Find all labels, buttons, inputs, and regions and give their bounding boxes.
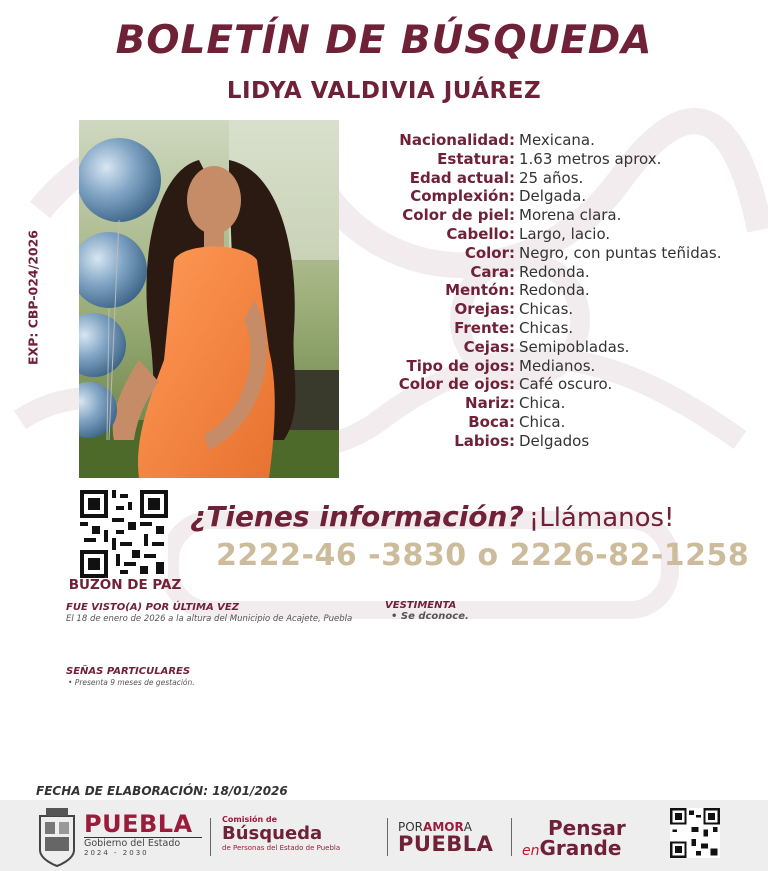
- feature-label: Mentón:: [445, 281, 515, 300]
- call-us-text: ¡Llámanos!: [528, 503, 675, 533]
- marks-heading: SEÑAS PARTICULARES: [66, 666, 191, 677]
- feature-value: Negro, con puntas teñidas.: [519, 243, 722, 262]
- feature-value: 1.63 metros aprox.: [519, 149, 662, 168]
- feature-row: [360, 432, 760, 451]
- feature-label: Nariz:: [465, 394, 515, 413]
- feature-label: Tipo de ojos:: [406, 356, 515, 375]
- feature-row: [360, 169, 760, 188]
- creation-date: FECHA DE ELABORACIÓN: 18/01/2026: [36, 784, 288, 798]
- feature-label: Cejas:: [463, 337, 515, 356]
- last-seen-text: El 18 de enero de 2026 a la altura del Municipio de Acajete, Puebla: [66, 614, 353, 624]
- feature-label: Color de ojos:: [398, 375, 515, 394]
- feature-row: [360, 187, 760, 206]
- feature-value: 25 años.: [519, 168, 584, 187]
- feature-value: Chicas.: [519, 300, 574, 319]
- feature-row: [360, 244, 760, 263]
- file-number: EXP: CBP-024/2026: [25, 230, 41, 365]
- feature-row: [360, 150, 760, 169]
- feature-label: Cara:: [470, 262, 515, 281]
- pensar-text: Pensar: [548, 816, 626, 840]
- puebla-wordmark: PUEBLA: [84, 810, 193, 838]
- feature-row: [360, 357, 760, 376]
- feature-label: Edad actual:: [409, 168, 515, 187]
- gobierno-text: Gobierno del Estado: [84, 837, 202, 849]
- feature-row: [360, 319, 760, 338]
- clothing-item: • Se dconoce.: [391, 611, 469, 622]
- footer-divider: [210, 818, 211, 856]
- pensar-en-grande-logo: [522, 818, 652, 861]
- por-text: POR: [398, 820, 424, 834]
- feature-row: [360, 131, 760, 150]
- feature-label: Labios:: [454, 431, 515, 450]
- qr-code-icon[interactable]: [670, 808, 720, 858]
- physical-features: [360, 131, 760, 451]
- footer-divider: [511, 818, 512, 856]
- state-seal-icon: [36, 806, 78, 868]
- feature-label: Boca:: [468, 412, 515, 431]
- comision-sub: de Personas del Estado de Puebla: [222, 844, 341, 852]
- feature-row: [360, 394, 760, 413]
- info-question: ¿Tienes información?: [190, 500, 524, 533]
- footer-divider: [387, 818, 388, 856]
- feature-label: Orejas:: [454, 300, 515, 319]
- feature-value: Morena clara.: [519, 206, 622, 225]
- phone-number-1[interactable]: 2222-46 -3830: [216, 538, 467, 573]
- feature-row: [360, 413, 760, 432]
- en-text: en: [522, 843, 540, 859]
- puebla-government-logo: [84, 812, 202, 857]
- feature-value: Delgados: [519, 431, 590, 450]
- feature-label: Color de piel:: [402, 206, 515, 225]
- feature-label: Cabello:: [446, 224, 515, 243]
- amor-text: AMOR: [423, 820, 464, 834]
- comision-main: Búsqueda: [222, 823, 323, 844]
- feature-value: Medianos.: [519, 356, 596, 375]
- feature-value: Largo, lacio.: [519, 224, 611, 243]
- missing-person-name: LIDYA VALDIVIA JUÁREZ: [226, 78, 542, 104]
- feature-row: [360, 281, 760, 300]
- clothing-section: [385, 600, 635, 623]
- feature-value: Semipobladas.: [519, 337, 630, 356]
- feature-value: Chicas.: [519, 318, 574, 337]
- puebla-text: PUEBLA: [398, 832, 494, 856]
- phone-numbers: [216, 538, 749, 573]
- comision-busqueda-logo: [222, 815, 382, 852]
- last-seen-heading: FUE VISTO(A) POR ÚLTIMA VEZ: [66, 602, 239, 613]
- feature-label: Color:: [464, 243, 515, 262]
- contact-callout: [190, 500, 674, 533]
- missing-person-photo: [79, 120, 339, 478]
- feature-label: Estatura:: [437, 149, 515, 168]
- last-seen-section: [66, 602, 366, 625]
- feature-label: Complexión:: [410, 187, 515, 206]
- feature-label: Frente:: [454, 318, 515, 337]
- comision-top: Comisión de: [222, 815, 278, 824]
- grande-text: Grande: [539, 836, 622, 860]
- feature-row: [360, 263, 760, 282]
- feature-value: Chica.: [519, 394, 566, 413]
- feature-value: Mexicana.: [519, 131, 595, 149]
- bulletin-title: BOLETÍN DE BÚSQUEDA: [115, 18, 653, 63]
- feature-row: [360, 206, 760, 225]
- qr-caption: BUZÓN DE PAZ: [68, 577, 182, 593]
- phone-connector: o: [477, 538, 499, 573]
- a-text: A: [463, 820, 472, 834]
- term-years: 2024 - 2030: [84, 849, 149, 857]
- feature-value: Delgada.: [519, 187, 587, 206]
- feature-value: Café oscuro.: [519, 375, 613, 394]
- feature-row: [360, 225, 760, 244]
- phone-number-2[interactable]: 2226-82-1258: [509, 538, 750, 573]
- feature-value: Chica.: [519, 412, 566, 431]
- marks-item: • Presenta 9 meses de gestación.: [68, 678, 195, 687]
- por-amor-puebla-logo: [398, 820, 498, 855]
- feature-row: [360, 338, 760, 357]
- qr-code-icon[interactable]: [80, 490, 168, 578]
- feature-row: [360, 375, 760, 394]
- feature-value: Redonda.: [519, 281, 590, 300]
- feature-value: Redonda.: [519, 262, 590, 281]
- clothing-heading: VESTIMENTA: [385, 600, 457, 611]
- feature-label: Nacionalidad:: [399, 131, 515, 149]
- distinguishing-marks-section: [66, 666, 366, 689]
- feature-row: [360, 300, 760, 319]
